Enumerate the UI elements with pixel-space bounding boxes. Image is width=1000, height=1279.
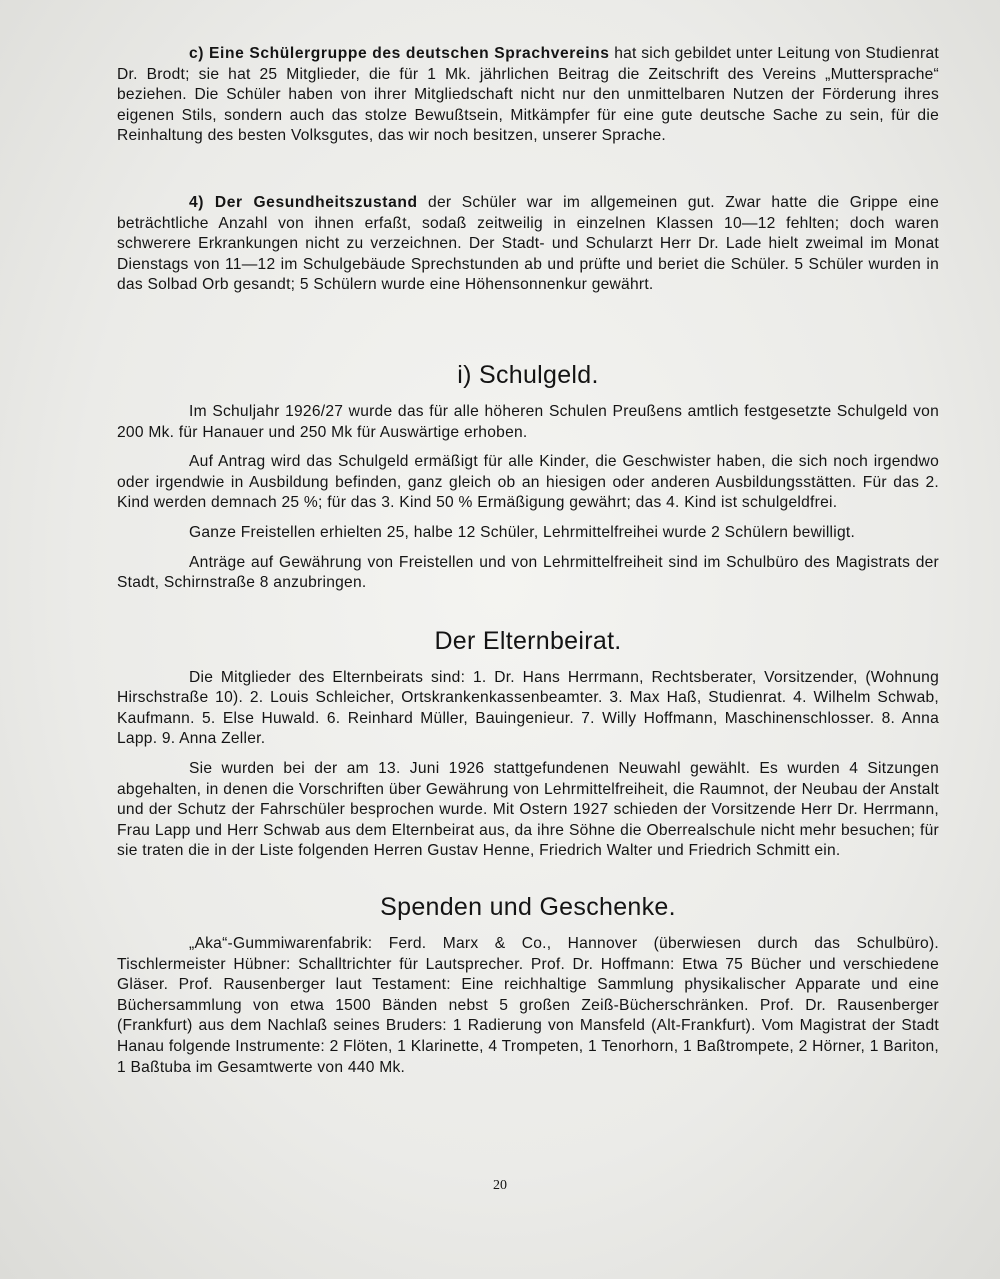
heading-elternbeirat: Der Elternbeirat. — [434, 626, 622, 655]
lead-sprachverein: c) Eine Schülergruppe des deutschen Sprachvereins — [189, 45, 610, 62]
page-content — [117, 44, 939, 1078]
paragraph-spenden: „Aka“-Gummiwarenfabrik: Ferd. Marx & Co., Hannover (überwiesen durch das Schulbüro). Tischlermeister Hübner: Schalltrichter für Lautsprecher. Prof. Dr. Hoffmann: Etwa 75 Bücher und verschiedene Gläser. Prof. Rausenberger laut Testament: Eine reichhaltige Sammlung physikalischer Apparate und eine Büchersammlung von etwa 1500 Bänden nebst 5 großen Zeiß-Bücherschränken. Prof. Dr. Rausenberger (Frankfurt) aus dem Nachlaß seines Bruders: 1 Radierung von Mansfeld (Alt-Frankfurt). Vom Magistrat der Stadt Hanau folgende Instrumente: 2 Flöten, 1 Klarinette, 4 Trompeten, 1 Tenorhorn, 1 Baßtrompete, 2 Hörner, 1 Bariton, 1 Baßtuba im Gesamtwerte von 440 Mk. — [117, 935, 939, 1076]
text-sprachverein: hat sich gebildet unter Leitung von Studienrat Dr. Brodt; sie hat 25 Mitglieder, die für 1 Mk. jährlichen Beitrag die Zeitschrift des Vereins „Muttersprache“ beziehen. Die Schüler haben von ihrer Mitgliedschaft nicht nur den unmittelbaren Nutzen der Förderung ihres eigenen Stils, sondern auch das stolze Bewußtsein, Mitkämpfer für eine gute deutsche Sache zu sein, für die Reinhaltung des besten Volksgutes, das wir noch besitzen, unserer Sprache. — [117, 45, 940, 145]
page-number: 20 — [493, 1178, 507, 1193]
paragraph-sprachverein — [117, 44, 939, 147]
paragraph-elternbeirat-1: Die Mitglieder des Elternbeirats sind: 1. Dr. Hans Herrmann, Rechtsberater, Vorsitzender, (Wohnung Hirschstraße 10). 2. Louis Schleicher, Ortskrankenkassenbeamter. 3. Max Haß, Studienrat. 4. Wilhelm Schwab, Kaufmann. 5. Else Huwald. 6. Reinhard Müller, Bauingenieur. 7. Willy Hoffmann, Maschinenschlosser. 8. Anna Lapp. 9. Anna Zeller. — [117, 668, 939, 748]
paragraph-schulgeld-1: Im Schuljahr 1926/27 wurde das für alle höheren Schulen Preußens amtlich festgesetzte Schulgeld von 200 Mk. für Hanauer und 250 Mk für Auswärtige erhoben. — [117, 402, 939, 441]
heading-spenden: Spenden und Geschenke. — [380, 893, 676, 922]
paragraph-gesundheitszustand — [117, 193, 939, 296]
paragraph-elternbeirat-2: Sie wurden bei der am 13. Juni 1926 stattgefundenen Neuwahl gewählt. Es wurden 4 Sitzungen abgehalten, in denen die Vorschriften über Gewährung von Lehrmittelfreiheit, die Raumnot, der Neubau der Anstalt und der Schutz der Fahrschüler besprochen wurde. Mit Ostern 1927 schieden der Vorsitzende Herr Dr. Herrmann, Frau Lapp und Herr Schwab aus dem Elternbeirat aus, da ihre Söhne die Oberrealschule nicht mehr besuchen; für sie traten die in der Liste folgenden Herren Gustav Henne, Friedrich Walter und Friedrich Schmitt ein. — [117, 760, 939, 860]
text-gesundheitszustand: der Schüler war im allgemeinen gut. Zwar hatte die Grippe eine beträchtliche Anzahl von ihnen erfaßt, sodaß zeitweilig in einzelnen Klassen 10—12 fehlten; doch waren schwerere Erkrankungen nicht zu verzeichnen. Der Stadt- und Schularzt Herr Dr. Lade hielt zweimal im Monat Dienstags von 11—12 im Schulgebäude Sprechstunden ab und prüfte und beriet die Schüler. 5 Schüler wurden in das Solbad Orb gesandt; 5 Schülern wurde eine Höhensonnenkur gewährt. — [117, 193, 939, 294]
heading-schulgeld: i) Schulgeld. — [457, 360, 599, 389]
paragraph-schulgeld-3: Ganze Freistellen erhielten 25, halbe 12 Schüler, Lehrmittelfreihei wurde 2 Schülern bewilligt. — [189, 523, 856, 541]
paragraph-schulgeld-4: Anträge auf Gewährung von Freistellen und von Lehrmittelfreiheit sind im Schulbüro des Magistrats der Stadt, Schirnstraße 8 anzubringen. — [117, 553, 939, 592]
lead-gesundheitszustand: 4) Der Gesundheitszustand — [189, 193, 418, 211]
paragraph-schulgeld-2: Auf Antrag wird das Schulgeld ermäßigt für alle Kinder, die Geschwister haben, die sich noch irgendwo oder irgendwie in Ausbildung befinden, ganz gleich ob an hiesigen oder anderen Ausbildungsstätten. Für das 2. Kind werden demnach 25 %; für das 3. Kind 50 % Ermäßigung gewährt; das 4. Kind ist schulgeldfrei. — [117, 453, 939, 512]
